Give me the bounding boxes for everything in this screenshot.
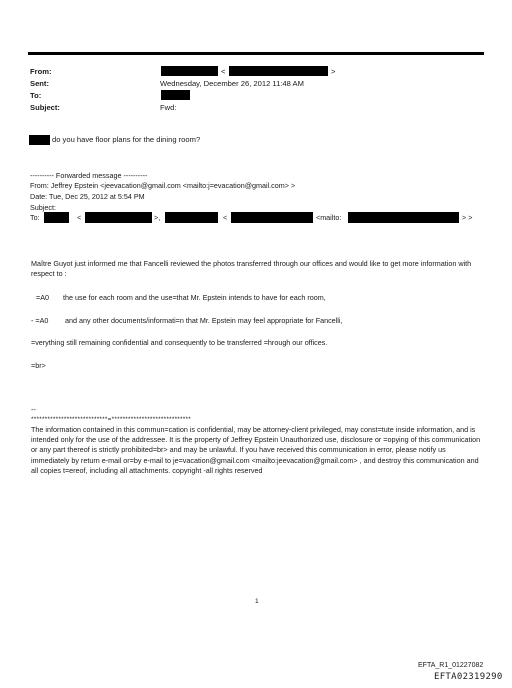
header-rule <box>28 52 484 55</box>
redaction-box <box>161 90 190 100</box>
redaction-box <box>231 212 313 223</box>
redaction-box <box>229 66 328 76</box>
to-end: > > <box>462 213 473 222</box>
redaction-box <box>85 212 152 223</box>
subject-label: Subject: <box>30 103 60 112</box>
message-paragraph: Maître Guyot just informed me that Fancelli reviewed the photos transferred through our offices and would like to get more information with respect to : <box>31 259 472 278</box>
sent-value: Wednesday, December 26, 2012 11:48 AM <box>160 79 304 88</box>
bates-stamp-2: EFTA02319290 <box>434 672 503 682</box>
question-text: do you have floor plans for the dining room? <box>52 135 201 144</box>
page-number: 1 <box>255 598 259 605</box>
redaction-box <box>165 212 218 223</box>
br-artifact: =br> <box>31 361 46 370</box>
redaction-box <box>348 212 459 223</box>
bates-stamp-1: EFTA_R1_01227082 <box>418 662 484 669</box>
from-label: From: <box>30 67 52 76</box>
fw-to: To: <box>30 213 40 222</box>
list-marker-1: =A0 <box>36 293 49 302</box>
fw-from: From: Jeffrey Epstein <jeevacation@gmail.com <mailto:j=evacation@gmail.com> > <box>30 181 296 190</box>
subject-value: Fwd: <box>160 103 177 112</box>
from-angle-close: > <box>331 67 336 76</box>
to-angle-open-2: < <box>223 213 228 222</box>
redaction-box <box>44 212 69 223</box>
confidentiality-disclaimer: The information contained in this commun=cation is confidential, may be attorney-client privileged, may const=tute inside information, and is intended only for the use of the addressee. It is the property of Jeffrey Epstein Unauthorized use, disclosure or =opying of this communication or any part thereof is strictly prohibited=br> and may be unlawful. If you have received this communication in error, please notify us immediately by return e-mail or=by e-mail to je=vacation@gmail.com <mailto:jeevacation@gmail.com> , and destroy this communication and all copies t=ereof, including all attachments. copyright -all rights reserved <box>31 425 481 475</box>
forwarded-marker: ---------- Forwarded message ---------- <box>30 171 148 180</box>
message-paragraph-2: =verything still remaining confidential and consequently to be transferred =hrough our offices. <box>31 338 328 347</box>
from-angle-open: < <box>221 67 226 76</box>
list-item-1: the use for each room and the use=that Mr. Epstein intends to have for each room, <box>63 293 326 302</box>
redaction-box <box>161 66 218 76</box>
star-divider: ****************************=***************************** <box>31 416 191 423</box>
to-angle-open-1: < <box>77 213 82 222</box>
redaction-box <box>29 135 50 145</box>
fw-subject: Subject: <box>30 203 56 212</box>
list-marker-2: - =A0 <box>31 316 49 325</box>
fw-date: Date: Tue, Dec 25, 2012 at 5:54 PM <box>30 192 145 201</box>
to-label: To: <box>30 91 42 100</box>
sent-label: Sent: <box>30 79 49 88</box>
list-item-2: and any other documents/informati=n that Mr. Epstein may feel appropriate for Fancelli, <box>65 316 343 325</box>
to-mailto: <mailto: <box>316 213 342 222</box>
to-angle-close-comma: >, <box>154 213 161 222</box>
signature-separator: -- <box>31 405 36 414</box>
